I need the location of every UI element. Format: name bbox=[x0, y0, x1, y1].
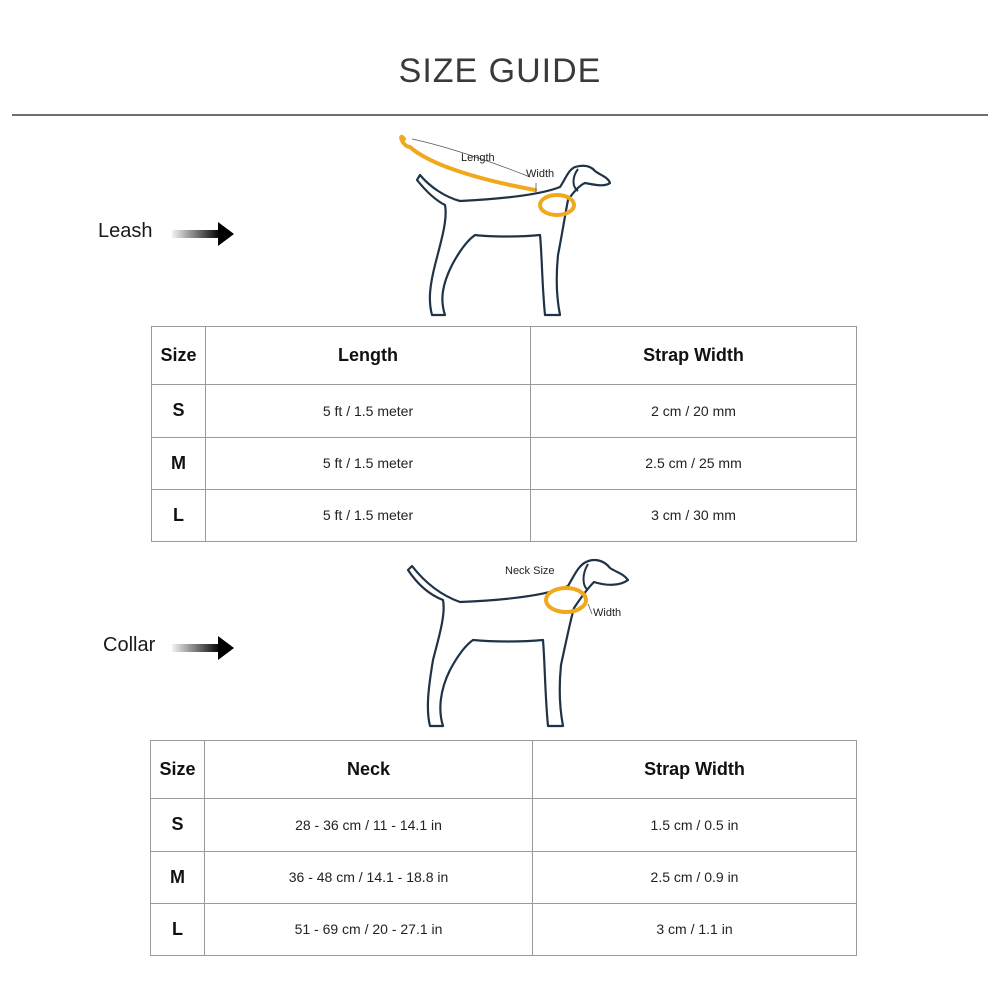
leash-width-annotation: Width bbox=[526, 168, 555, 180]
collar-size-table bbox=[150, 740, 857, 956]
size-cell: L bbox=[151, 903, 205, 955]
table-row bbox=[152, 489, 857, 541]
header-size: Size bbox=[151, 741, 205, 799]
table-row bbox=[152, 437, 857, 489]
header-length: Length bbox=[206, 327, 531, 385]
table-row bbox=[152, 385, 857, 437]
size-cell: L bbox=[152, 489, 206, 541]
length-cell: 5 ft / 1.5 meter bbox=[206, 489, 531, 541]
size-cell: S bbox=[152, 385, 206, 437]
width-cell: 3 cm / 1.1 in bbox=[533, 903, 857, 955]
header-size: Size bbox=[152, 327, 206, 385]
width-cell: 2.5 cm / 25 mm bbox=[531, 437, 857, 489]
right-arrow-icon bbox=[172, 220, 236, 248]
neck-cell: 51 - 69 cm / 20 - 27.1 in bbox=[205, 903, 533, 955]
table-header-row bbox=[151, 741, 857, 799]
leash-label: Leash bbox=[98, 220, 153, 242]
length-cell: 5 ft / 1.5 meter bbox=[206, 385, 531, 437]
neck-cell: 36 - 48 cm / 14.1 - 18.8 in bbox=[205, 851, 533, 903]
leash-dog-illustration bbox=[390, 125, 630, 325]
table-header-row bbox=[152, 327, 857, 385]
leash-size-table bbox=[151, 326, 857, 542]
collar-neck-annotation: Neck Size bbox=[505, 565, 555, 577]
width-cell: 3 cm / 30 mm bbox=[531, 489, 857, 541]
title-divider bbox=[12, 114, 988, 116]
page-title: SIZE GUIDE bbox=[398, 52, 602, 90]
length-cell: 5 ft / 1.5 meter bbox=[206, 437, 531, 489]
width-cell: 1.5 cm / 0.5 in bbox=[533, 799, 857, 851]
table-row bbox=[151, 851, 857, 903]
header-strap-width: Strap Width bbox=[533, 741, 857, 799]
collar-label: Collar bbox=[103, 634, 156, 656]
leash-length-annotation: Length bbox=[461, 152, 495, 164]
table-row bbox=[151, 903, 857, 955]
neck-cell: 28 - 36 cm / 11 - 14.1 in bbox=[205, 799, 533, 851]
width-cell: 2 cm / 20 mm bbox=[531, 385, 857, 437]
header-strap-width: Strap Width bbox=[531, 327, 857, 385]
collar-width-annotation: Width bbox=[593, 607, 622, 619]
collar-dog-illustration bbox=[398, 550, 638, 735]
size-cell: S bbox=[151, 799, 205, 851]
width-cell: 2.5 cm / 0.9 in bbox=[533, 851, 857, 903]
size-cell: M bbox=[151, 851, 205, 903]
table-row bbox=[151, 799, 857, 851]
header-neck: Neck bbox=[205, 741, 533, 799]
size-cell: M bbox=[152, 437, 206, 489]
right-arrow-icon bbox=[172, 634, 236, 662]
